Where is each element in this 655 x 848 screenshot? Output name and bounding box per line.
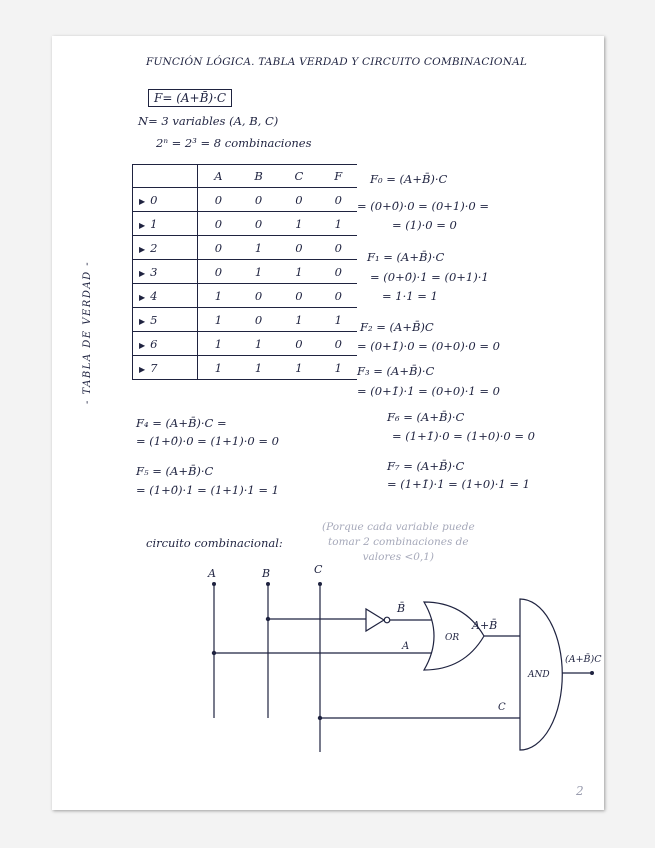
c-wire-label: C [498, 702, 506, 713]
a-wire-label: A [402, 641, 410, 652]
combinations-line: 2ⁿ = 2³ = 8 combinaciones [156, 136, 312, 150]
cell-a: 1 [198, 356, 239, 380]
eq-f2-line2: = (0+1̄)·0 = (0+0)·0 = 0 [357, 339, 500, 353]
row-arrow-icon: ▶ [139, 340, 146, 350]
eq-f3-line1: F₃ = (A+B̄)·C [357, 364, 435, 378]
cell-a: 1 [198, 308, 239, 332]
cell-f: 0 [320, 236, 357, 260]
cell-c: 1 [278, 356, 319, 380]
eq-f2-line1: F₂ = (A+B̄)C [360, 320, 434, 334]
cell-a: 0 [198, 212, 239, 236]
input-dot-b [266, 582, 270, 586]
input-dot-c [318, 582, 322, 586]
page-number: 2 [576, 784, 584, 798]
eq-f4-line2: = (1+0̄)·0 = (1+1)·0 = 0 [136, 434, 279, 448]
or-gate-label: OR [445, 633, 460, 643]
row-number: 2 [150, 240, 158, 255]
cell-f: 0 [320, 284, 357, 308]
cell-a: 0 [198, 260, 239, 284]
cell-b: 1 [239, 236, 279, 260]
eq-f3-line2: = (0+1̄)·1 = (0+0)·1 = 0 [357, 384, 500, 398]
and-gate-label: AND [528, 670, 550, 680]
cell-b: 1 [239, 332, 279, 356]
cell-f: 1 [320, 356, 357, 380]
cell-c: 1 [278, 212, 319, 236]
input-dot-a [212, 582, 216, 586]
or-output-label: A+B̄ [472, 619, 498, 632]
cell-f: 0 [320, 260, 357, 284]
junction-c [318, 716, 322, 720]
row-number: 3 [150, 264, 158, 279]
junction-b [266, 617, 270, 621]
row-arrow-icon: ▶ [139, 292, 146, 302]
eq-f0-line3: = (1)·0 = 0 [392, 218, 457, 232]
row-arrow-icon: ▶ [139, 364, 146, 374]
note-line: (Porque cada variable puede [322, 521, 475, 533]
cell-b: 1 [239, 356, 279, 380]
eq-f1-line1: F₁ = (A+B̄)·C [367, 250, 445, 264]
input-label-c: C [314, 563, 323, 576]
row-number: 4 [150, 288, 158, 303]
row-number: 6 [150, 336, 158, 351]
page-title: FUNCIÓN LÓGICA. TABLA VERDAD Y CIRCUITO COMBINACIONAL [146, 56, 528, 68]
cell-b: 0 [239, 188, 279, 212]
cell-a: 1 [198, 284, 239, 308]
cell-b: 0 [239, 284, 279, 308]
output-dot [590, 671, 594, 675]
cell-a: 0 [198, 188, 239, 212]
row-number: 5 [150, 312, 158, 327]
row-number: 0 [150, 192, 158, 207]
row-arrow-icon: ▶ [139, 268, 146, 278]
note-line: valores <0,1) [362, 551, 435, 563]
cell-b: 1 [239, 260, 279, 284]
eq-f0-line1: F₀ = (A+B̄)·C [370, 172, 448, 186]
eq-f6-line1: F₆ = (A+B̄)·C [387, 410, 465, 424]
notebook-page [52, 36, 604, 810]
cell-a: 0 [198, 236, 239, 260]
truth-table-side-label: - TABLA DE VERDAD - [82, 260, 93, 404]
eq-f7-line2: = (1+1̄)·1 = (1+0)·1 = 1 [387, 477, 530, 491]
cell-c: 1 [278, 260, 319, 284]
header-f: F [320, 165, 357, 188]
eq-f4-line1: F₄ = (A+B̄)·C = [136, 416, 227, 430]
cell-f: 0 [320, 188, 357, 212]
cell-f: 1 [320, 308, 357, 332]
input-label-b: B [262, 567, 271, 580]
circuit-label: circuito combinacional: [146, 536, 283, 550]
row-arrow-icon: ▶ [139, 316, 146, 326]
cell-f: 1 [320, 212, 357, 236]
cell-a: 1 [198, 332, 239, 356]
eq-f1-line3: = 1·1 = 1 [382, 289, 438, 303]
input-label-a: A [208, 567, 216, 580]
eq-f1-line2: = (0+0̄)·1 = (0+1)·1 [370, 270, 489, 284]
row-arrow-icon: ▶ [139, 244, 146, 254]
eq-f7-line1: F₇ = (A+B̄)·C [387, 459, 465, 473]
cell-b: 0 [239, 308, 279, 332]
function-box: F= (A+B̄)·C [148, 89, 232, 107]
cell-b: 0 [239, 212, 279, 236]
header-a: A [198, 165, 239, 188]
cell-f: 0 [320, 332, 357, 356]
cell-c: 1 [278, 308, 319, 332]
row-arrow-icon: ▶ [139, 220, 146, 230]
header-c: C [278, 165, 319, 188]
cell-c: 0 [278, 188, 319, 212]
variables-line: N= 3 variables (A, B, C) [138, 114, 279, 128]
not-output-label: B̄ [397, 602, 406, 615]
not-gate-body [366, 609, 384, 631]
row-number: 1 [150, 216, 158, 231]
row-arrow-icon: ▶ [139, 196, 146, 206]
eq-f5-line1: F₅ = (A+B̄)·C [136, 464, 214, 478]
eq-f5-line2: = (1+0̄)·1 = (1+1)·1 = 1 [136, 483, 279, 497]
junction-a [212, 651, 216, 655]
eq-f6-line2: = (1+1̄)·0 = (1+0)·0 = 0 [392, 429, 535, 443]
cell-c: 0 [278, 332, 319, 356]
eq-f0-line2: = (0+0̄)·0 = (0+1)·0 = [357, 199, 489, 213]
row-number: 7 [150, 360, 158, 375]
note-line: tomar 2 combinaciones de [328, 536, 469, 548]
cell-c: 0 [278, 236, 319, 260]
cell-c: 0 [278, 284, 319, 308]
logic-circuit [52, 36, 604, 810]
header-b: B [239, 165, 279, 188]
output-label: (A+B̄)C [565, 654, 602, 665]
